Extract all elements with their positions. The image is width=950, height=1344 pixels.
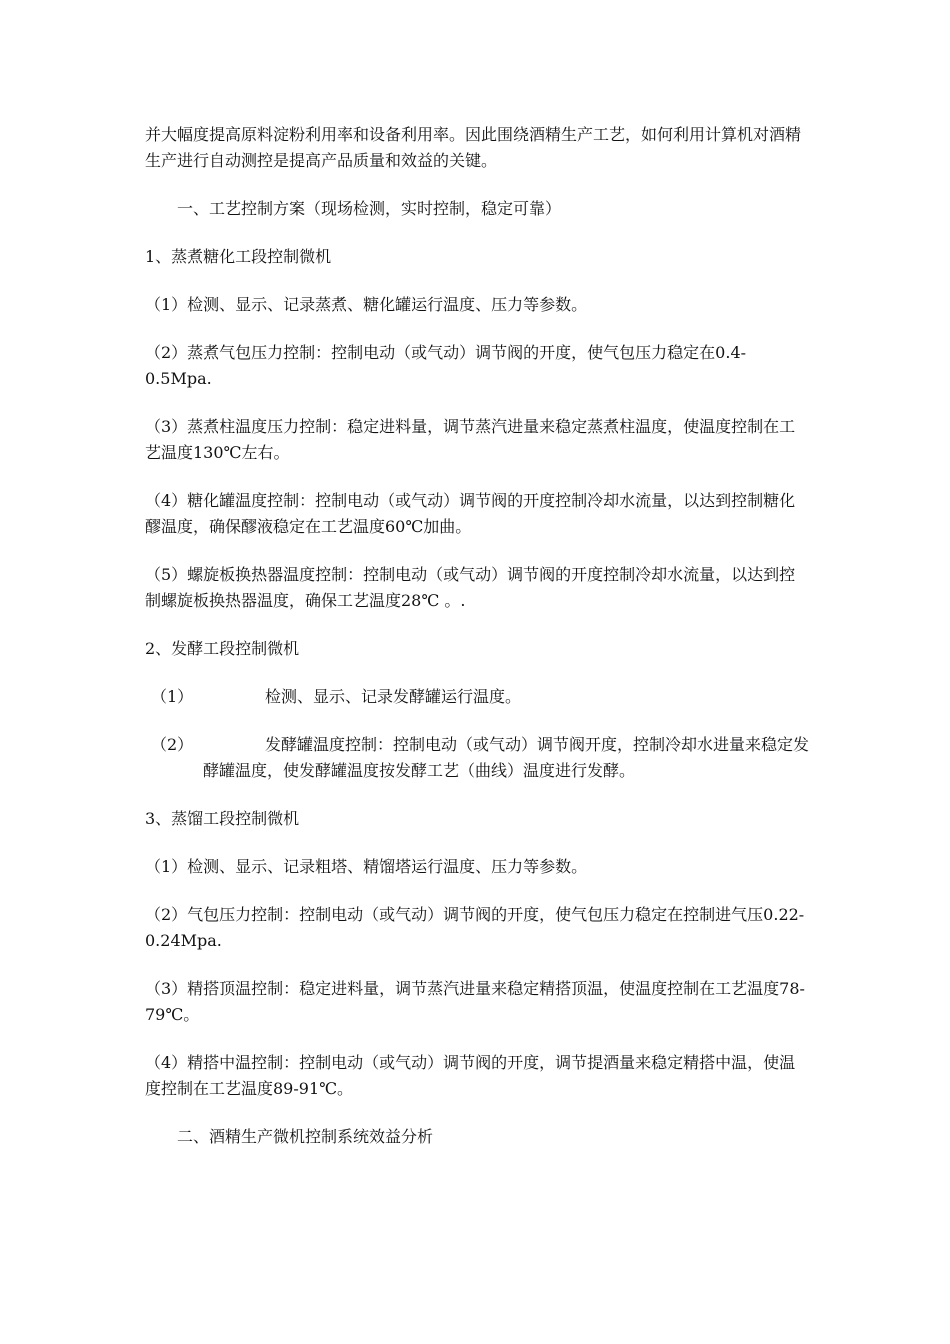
- section-2-item-2: [145, 732, 810, 784]
- section-2-title: 2、发酵工段控制微机: [145, 639, 300, 658]
- section-3-title: 3、蒸馏工段控制微机: [145, 809, 300, 828]
- item-text: 检测、显示、记录发酵罐运行温度。: [265, 687, 522, 706]
- document-body: [145, 122, 810, 1172]
- section-1-title: 1、蒸煮糖化工段控制微机: [145, 247, 332, 266]
- heading-process-control-plan: 一、工艺控制方案（现场检测，实时控制，稳定可靠）: [177, 199, 562, 218]
- intro-paragraph: 并大幅度提高原料淀粉利用率和设备利用率。因此围绕酒精生产工艺，如何利用计算机对酒精生产进行自动测控是提高产品质量和效益的关键。: [145, 125, 802, 170]
- section-3-item-3: （3）精搭顶温控制：稳定进料量，调节蒸汽进量来稳定精搭顶温，使温度控制在工艺温度78-79℃。: [145, 979, 805, 1024]
- item-number: （1）: [151, 687, 194, 706]
- section-1-item-4: （4）糖化罐温度控制：控制电动（或气动）调节阀的开度控制冷却水流量，以达到控制糖化醪温度，确保醪液稳定在工艺温度60℃加曲。: [145, 491, 796, 536]
- item-text: 发酵罐温度控制：控制电动（或气动）调节阀开度，控制冷却水进量来稳定发酵罐温度，使发酵罐温度按发酵工艺（曲线）温度进行发酵。: [203, 735, 810, 780]
- section-3-item-4: （4）精搭中温控制：控制电动（或气动）调节阀的开度，调节提酒量来稳定精搭中温，使温度控制在工艺温度89-91℃。: [145, 1053, 796, 1098]
- section-1-item-2: （2）蒸煮气包压力控制：控制电动（或气动）调节阀的开度，使气包压力稳定在0.4-0.5Mpa.: [145, 343, 747, 388]
- section-1-item-5: （5）螺旋板换热器温度控制：控制电动（或气动）调节阀的开度控制冷却水流量，以达到控制螺旋板换热器温度，确保工艺温度28℃ 。.: [145, 565, 796, 610]
- section-2-item-1: [145, 684, 810, 710]
- heading-benefit-analysis: 二、酒精生产微机控制系统效益分析: [177, 1127, 434, 1146]
- section-3-item-1: （1）检测、显示、记录粗塔、精馏塔运行温度、压力等参数。: [145, 857, 588, 876]
- section-1-item-1: （1）检测、显示、记录蒸煮、糖化罐运行温度、压力等参数。: [145, 295, 588, 314]
- section-1-item-3: （3）蒸煮柱温度压力控制：稳定进料量，调节蒸汽进量来稳定蒸煮柱温度，使温度控制在工艺温度130℃左右。: [145, 417, 796, 462]
- section-3-item-2: （2）气包压力控制：控制电动（或气动）调节阀的开度，使气包压力稳定在控制进气压0.22-0.24Mpa.: [145, 905, 805, 950]
- item-number: （2）: [151, 735, 194, 754]
